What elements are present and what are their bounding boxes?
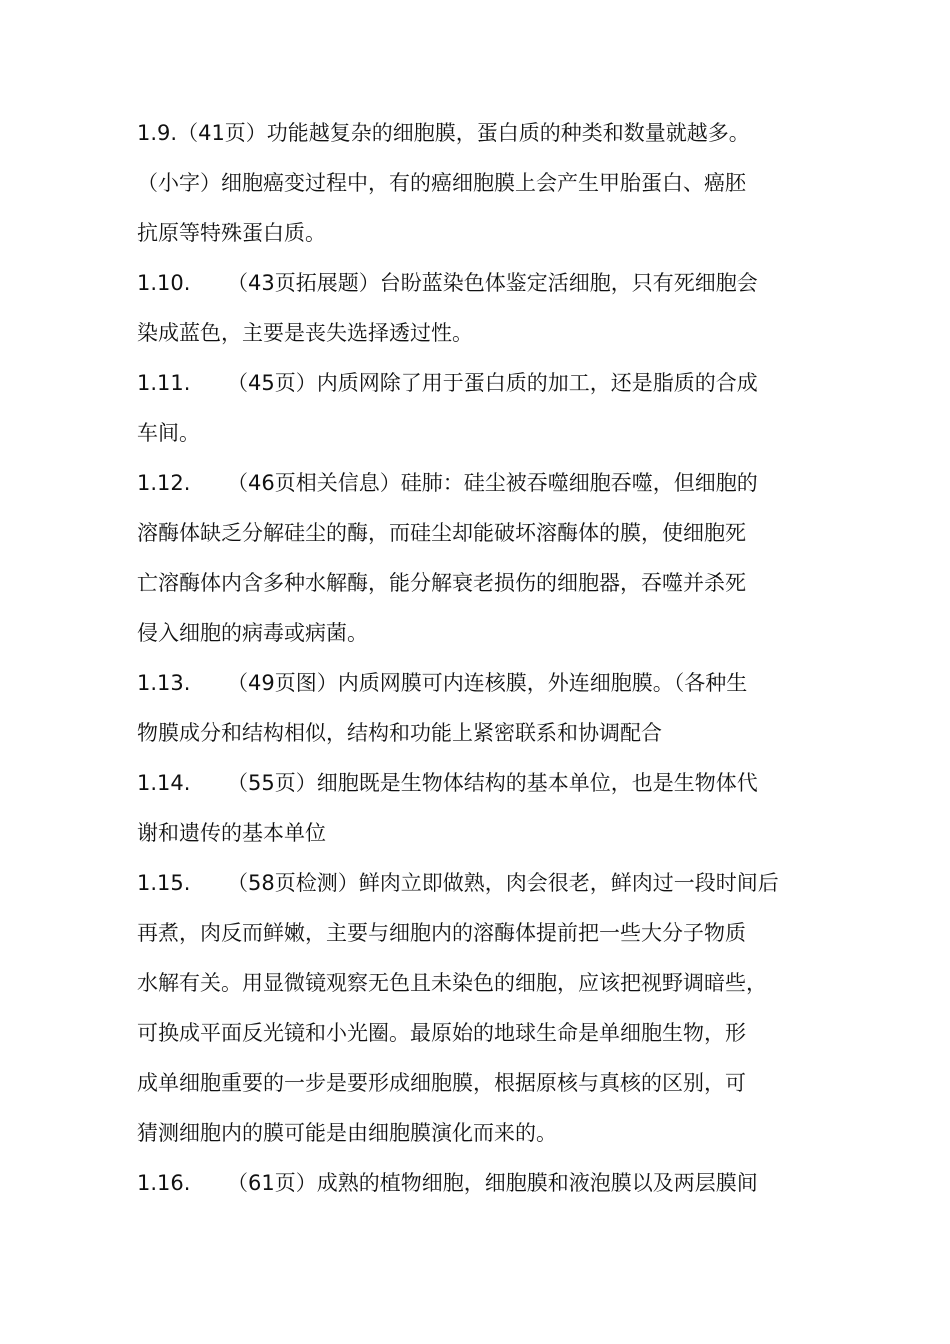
paragraph-line [137, 1158, 837, 1208]
paragraph-line [137, 608, 837, 658]
paragraph-line [137, 658, 837, 708]
line-text: 抗原等特殊蛋白质。 [137, 221, 326, 245]
line-text: （41页）功能越复杂的细胞膜，蛋白质的种类和数量就越多。 [177, 121, 750, 145]
paragraph-line [137, 908, 837, 958]
paragraph-line [137, 158, 837, 208]
line-text: 车间。 [137, 421, 200, 445]
line-text: 水解有关。用显微镜观察无色且未染色的细胞，应该把视野调暗些， [137, 971, 767, 995]
paragraph-line [137, 1108, 837, 1158]
item-number: 1.10. [137, 271, 191, 295]
line-text: （58页检测）鲜肉立即做熟，肉会很老，鲜肉过一段时间后 [227, 871, 779, 895]
paragraph-line [137, 808, 837, 858]
item-number: 1.14. [137, 771, 191, 795]
item-number: 1.13. [137, 671, 191, 695]
line-text: 侵入细胞的病毒或病菌。 [137, 621, 368, 645]
line-text: 染成蓝色，主要是丧失选择透过性。 [137, 321, 473, 345]
paragraph-line [137, 108, 837, 158]
item-number: 1.9. [137, 121, 178, 145]
paragraph-line [137, 208, 837, 258]
line-text: 猜测细胞内的膜可能是由细胞膜演化而来的。 [137, 1121, 557, 1145]
line-text: （49页图）内质网膜可内连核膜，外连细胞膜。（各种生 [227, 671, 748, 695]
paragraph-line [137, 258, 837, 308]
item-number: 1.16. [137, 1171, 191, 1195]
line-text: 物膜成分和结构相似，结构和功能上紧密联系和协调配合 [137, 721, 662, 745]
item-number: 1.15. [137, 871, 191, 895]
line-text: 可换成平面反光镜和小光圈。最原始的地球生命是单细胞生物，形 [137, 1021, 746, 1045]
paragraph-line [137, 308, 837, 358]
document-body [137, 108, 837, 1208]
paragraph-line [137, 408, 837, 458]
line-text: 亡溶酶体内含多种水解酶，能分解衰老损伤的细胞器，吞噬并杀死 [137, 571, 746, 595]
paragraph-line [137, 758, 837, 808]
paragraph-line [137, 708, 837, 758]
line-text: 再煮，肉反而鲜嫩，主要与细胞内的溶酶体提前把一些大分子物质 [137, 921, 746, 945]
paragraph-line [137, 858, 837, 908]
line-text: （43页拓展题）台盼蓝染色体鉴定活细胞，只有死细胞会 [227, 271, 758, 295]
paragraph-line [137, 1008, 837, 1058]
paragraph-line [137, 1058, 837, 1108]
paragraph-line [137, 958, 837, 1008]
paragraph-line [137, 358, 837, 408]
line-text: （45页）内质网除了用于蛋白质的加工，还是脂质的合成 [227, 371, 758, 395]
line-text: （61页）成熟的植物细胞，细胞膜和液泡膜以及两层膜间 [227, 1171, 758, 1195]
line-text: （46页相关信息）硅肺：硅尘被吞噬细胞吞噬，但细胞的 [227, 471, 758, 495]
line-text: （55页）细胞既是生物体结构的基本单位，也是生物体代 [227, 771, 758, 795]
line-text: 溶酶体缺乏分解硅尘的酶，而硅尘却能破坏溶酶体的膜，使细胞死 [137, 521, 746, 545]
line-text: （小字）细胞癌变过程中，有的癌细胞膜上会产生甲胎蛋白、癌胚 [137, 171, 746, 195]
item-number: 1.11. [137, 371, 191, 395]
paragraph-line [137, 508, 837, 558]
paragraph-line [137, 558, 837, 608]
line-text: 成单细胞重要的一步是要形成细胞膜，根据原核与真核的区别，可 [137, 1071, 746, 1095]
item-number: 1.12. [137, 471, 191, 495]
line-text: 谢和遗传的基本单位 [137, 821, 326, 845]
paragraph-line [137, 458, 837, 508]
